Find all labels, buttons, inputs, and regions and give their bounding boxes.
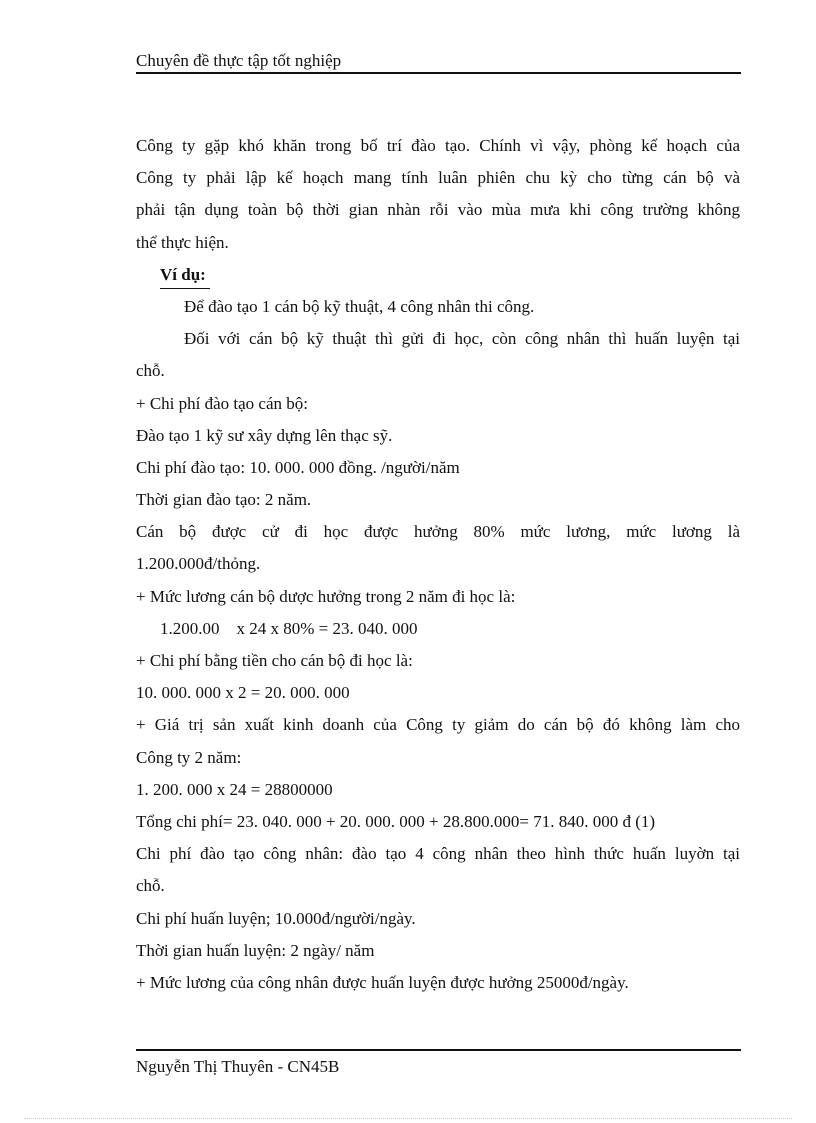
paragraph-line: Đối với cán bộ kỹ thuật thì gửi đi học, còn công nhân thì huấn luyện tại bbox=[184, 329, 740, 349]
paragraph-line: Chi phí đào tạo: 10. 000. 000 đồng. /người/năm bbox=[136, 457, 460, 477]
paragraph-line: Cán bộ được cử đi học được hưởng 80% mức lương, mức lương là bbox=[136, 522, 740, 542]
paragraph-line: Công ty 2 năm: bbox=[136, 747, 242, 767]
paragraph-line: + Mức lương cán bộ dược hưởng trong 2 năm đi học là: bbox=[136, 586, 516, 606]
formula-line: 1.200.00 x 24 x 80% = 23. 040. 000 bbox=[160, 618, 418, 638]
formula-line: 10. 000. 000 x 2 = 20. 000. 000 bbox=[136, 683, 350, 703]
paragraph-line: + Chi phí bằng tiền cho cán bộ đi học là: bbox=[136, 651, 413, 670]
paragraph-line: Thời gian huấn luyện: 2 ngày/ năm bbox=[136, 940, 375, 960]
formula-line: 1. 200. 000 x 24 = 28800000 bbox=[136, 779, 333, 799]
paragraph-line: Chi phí huấn luyện; 10.000đ/người/ngày. bbox=[136, 908, 416, 928]
document-body bbox=[136, 130, 740, 999]
page-footer-author: Nguyễn Thị Thuyên - CN45B bbox=[136, 1057, 340, 1076]
paragraph-line: Để đào tạo 1 cán bộ kỹ thuật, 4 công nhân thi công. bbox=[184, 296, 535, 316]
header-divider bbox=[136, 72, 741, 74]
paragraph-line: thể thực hiện. bbox=[136, 232, 229, 252]
paragraph-line: + Mức lương của công nhân được huấn luyện được hưởng 25000đ/ngày. bbox=[136, 972, 629, 992]
paragraph-line: + Giá trị sản xuất kinh doanh của Công ty giảm do cán bộ đó không làm cho bbox=[136, 715, 740, 735]
paragraph-line: Công ty phải lập kế hoạch mang tính luân phiên chu kỳ cho từng cán bộ và bbox=[136, 168, 740, 188]
page-bottom-edge bbox=[24, 1118, 792, 1119]
paragraph-line: 1.200.000đ/thỏng. bbox=[136, 554, 261, 574]
paragraph-line: Công ty gặp khó khăn trong bố trí đào tạo. Chính vì vậy, phòng kế hoạch của bbox=[136, 136, 740, 155]
total-cost-line: Tổng chi phí= 23. 040. 000 + 20. 000. 000 + 28.800.000= 71. 840. 000 đ (1) bbox=[136, 811, 656, 831]
example-heading-line bbox=[136, 259, 740, 291]
paragraph-line: chỗ. bbox=[136, 361, 165, 381]
paragraph-line: phải tận dụng toàn bộ thời gian nhàn rỗi vào mùa mưa khi công trường không bbox=[136, 200, 740, 220]
example-heading: Ví dụ: bbox=[160, 262, 210, 289]
paragraph-line: + Chi phí đào tạo cán bộ: bbox=[136, 393, 309, 413]
paragraph-line: Đào tạo 1 kỹ sư xây dựng lên thạc sỹ. bbox=[136, 425, 393, 445]
paragraph-line: Thời gian đào tạo: 2 năm. bbox=[136, 490, 312, 510]
footer-divider bbox=[136, 1049, 741, 1051]
paragraph-line: chỗ. bbox=[136, 876, 165, 896]
paragraph-line: Chi phí đào tạo công nhân: đào tạo 4 công nhân theo hình thức huấn luyờn tại bbox=[136, 844, 740, 864]
page-header-title: Chuyên đề thực tập tốt nghiệp bbox=[136, 51, 342, 70]
